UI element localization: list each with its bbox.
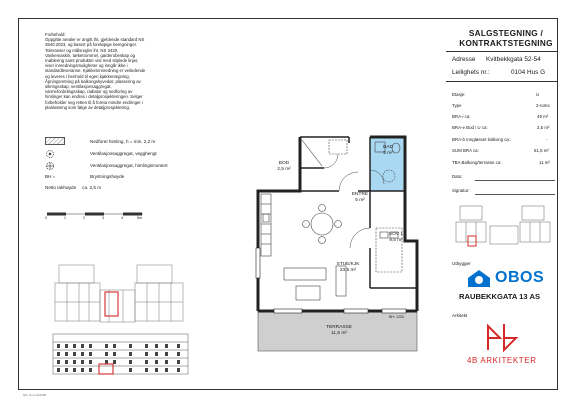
tb-divider xyxy=(446,51,558,52)
prop-label: SUM BRA ca: xyxy=(452,148,479,153)
ventilation-wall-icon xyxy=(45,149,65,157)
notes-line: standardleveranse. Kjøkkeninnredning er veiledende xyxy=(45,68,146,74)
room-area: 2,5 m² xyxy=(277,166,291,172)
room-area: 5 m² xyxy=(355,197,365,203)
scale-mark: 5m xyxy=(137,216,142,220)
arkitekt-label: Arkitekt xyxy=(452,313,468,318)
scale-mark: 0 xyxy=(45,216,47,220)
notes-line: planløsning som følge av detaljprosjektering. xyxy=(45,104,131,110)
prop-value: 2,5 m² xyxy=(537,125,550,130)
prop-label: Type xyxy=(452,103,462,108)
notes-line: Oppgitte arealer er angitt iht. gjeldende standard NS xyxy=(45,37,145,43)
notes-line: forbeholder seg retten til å foreta mindre endringer i xyxy=(45,99,143,105)
prop-label: Etasje: xyxy=(452,92,466,97)
legend-netto xyxy=(45,185,101,190)
room-area: 11,5 m² xyxy=(331,330,347,336)
room-bod xyxy=(271,161,297,172)
address-label: Adresse xyxy=(452,56,476,63)
architect-logo xyxy=(482,322,522,357)
room-name: STUE/KJK xyxy=(336,262,360,267)
prop-value: U xyxy=(536,92,540,97)
prop-label: TBA Balkong/terrasse ca: xyxy=(452,160,502,165)
legend-ceiling: Nedforet himling, h = min. 2,2 m xyxy=(45,137,155,145)
bh-tag: BH: 1200 xyxy=(389,315,404,319)
unit-value: 0104 Hus G xyxy=(511,69,546,76)
room-bad xyxy=(372,145,404,156)
room-name: BOD xyxy=(278,161,290,166)
prop-value: 51,5 m² xyxy=(534,148,549,153)
room-area: 23,5 m² xyxy=(339,267,357,273)
prop-label: BRA-i ca: xyxy=(452,114,471,119)
prop-value: 49 m² xyxy=(537,114,549,119)
scale-bar xyxy=(45,208,145,220)
hatch-ceiling-icon xyxy=(45,137,65,145)
room-terrasse xyxy=(314,325,364,336)
notes-line: himlinger kan endres i detaljprosjekteringen. Selger xyxy=(45,94,143,100)
signature-line xyxy=(475,194,555,195)
key-plan xyxy=(45,262,195,384)
notes-line: 3940:2023, og basert på foreløpige beregninger. xyxy=(45,42,137,48)
utbygger-label: Utbygger xyxy=(452,261,471,266)
prop-value: 11 m² xyxy=(539,160,550,165)
notes-line: Toleranser og målsregler iht. NS 3420. xyxy=(45,47,119,53)
legend-ventilation-ceiling: Ventilasjonsaggregat, himlingsmontert xyxy=(45,161,168,169)
title-keyplan xyxy=(452,198,558,250)
notes-line: Åpningsretning på balkongskyvedør, plassering av xyxy=(45,78,141,84)
room-name: TERRASSE xyxy=(326,325,352,330)
prop-label: Dato: xyxy=(452,174,463,179)
unit-label: Leilighets nr.: xyxy=(452,69,490,76)
obos-house-icon xyxy=(466,268,492,288)
room-area: 9,5 m² xyxy=(389,237,403,243)
notes-heading: Forbehold: xyxy=(45,32,66,37)
bh-label: BH = xyxy=(45,174,56,179)
developer-logo xyxy=(466,268,544,288)
footer-ref: NO. G-1-10-0100 xyxy=(23,393,47,397)
notes-line: viser innredningsmuligheter og inngår ikke i xyxy=(45,63,128,69)
prop-label: Signatur: xyxy=(452,188,470,193)
title-line1: SALGSTEGNING / xyxy=(468,29,544,38)
prop-label: BRA-b Inngløsset balkong ca.: xyxy=(452,137,512,142)
architect-4b-icon xyxy=(482,322,522,352)
notes-line: møblering samt produkter vist med stiplede linjer, xyxy=(45,58,139,64)
scale-mark: 1 xyxy=(64,216,66,220)
scale-mark: 4 xyxy=(121,216,123,220)
room-stue xyxy=(330,262,366,273)
notes-line: Vaskemaskin, tørketrommel, garderobeskap og xyxy=(45,52,135,58)
notes-line: og leveres i henhold til egen kjøkkentegning. xyxy=(45,73,130,79)
netto-value: ca. 2,5 m xyxy=(82,185,102,190)
room-name: SOV 1 xyxy=(388,232,404,237)
notes-line: varmefordelingsskap, radiator og nedforing av xyxy=(45,89,133,95)
ventilation-ceiling-icon xyxy=(45,161,65,169)
prop-value: - xyxy=(546,137,548,142)
title-line2: KONTRAKTSTEGNING xyxy=(459,39,553,48)
date-line xyxy=(475,180,555,181)
developer-name: RAUBEKKGATA 13 AS xyxy=(459,292,541,301)
netto-label: Netto takhøyde xyxy=(45,185,77,190)
developer-logo-text: OBOS xyxy=(495,269,545,286)
scale-mark: 3 xyxy=(102,216,104,220)
room-sov xyxy=(381,232,411,243)
room-name: ENTRE xyxy=(351,192,369,197)
disclaimer-notes xyxy=(45,32,210,110)
address-value: Kvitbekkgata 52-54 xyxy=(486,56,541,63)
architect-name: 4B ARKITEKTER xyxy=(467,356,537,365)
tb-divider xyxy=(446,81,558,82)
legend-ventilation-wall: Ventilasjonsaggregat, vegghengt xyxy=(45,149,157,157)
room-area: 5 m² xyxy=(383,150,393,156)
notes-line: sikringsskap, ventilasjonsaggregat, xyxy=(45,84,112,90)
prop-value: 2-roms xyxy=(536,103,550,108)
room-name: BAD xyxy=(383,145,393,150)
legend-brystning: BH = Brystningshøyde xyxy=(45,174,125,179)
scale-mark: 2 xyxy=(83,216,85,220)
floor-plan xyxy=(244,128,440,360)
prop-label: BRA-e Bod i U ca: xyxy=(452,125,488,130)
tb-divider xyxy=(446,18,558,19)
room-entre xyxy=(343,192,377,203)
